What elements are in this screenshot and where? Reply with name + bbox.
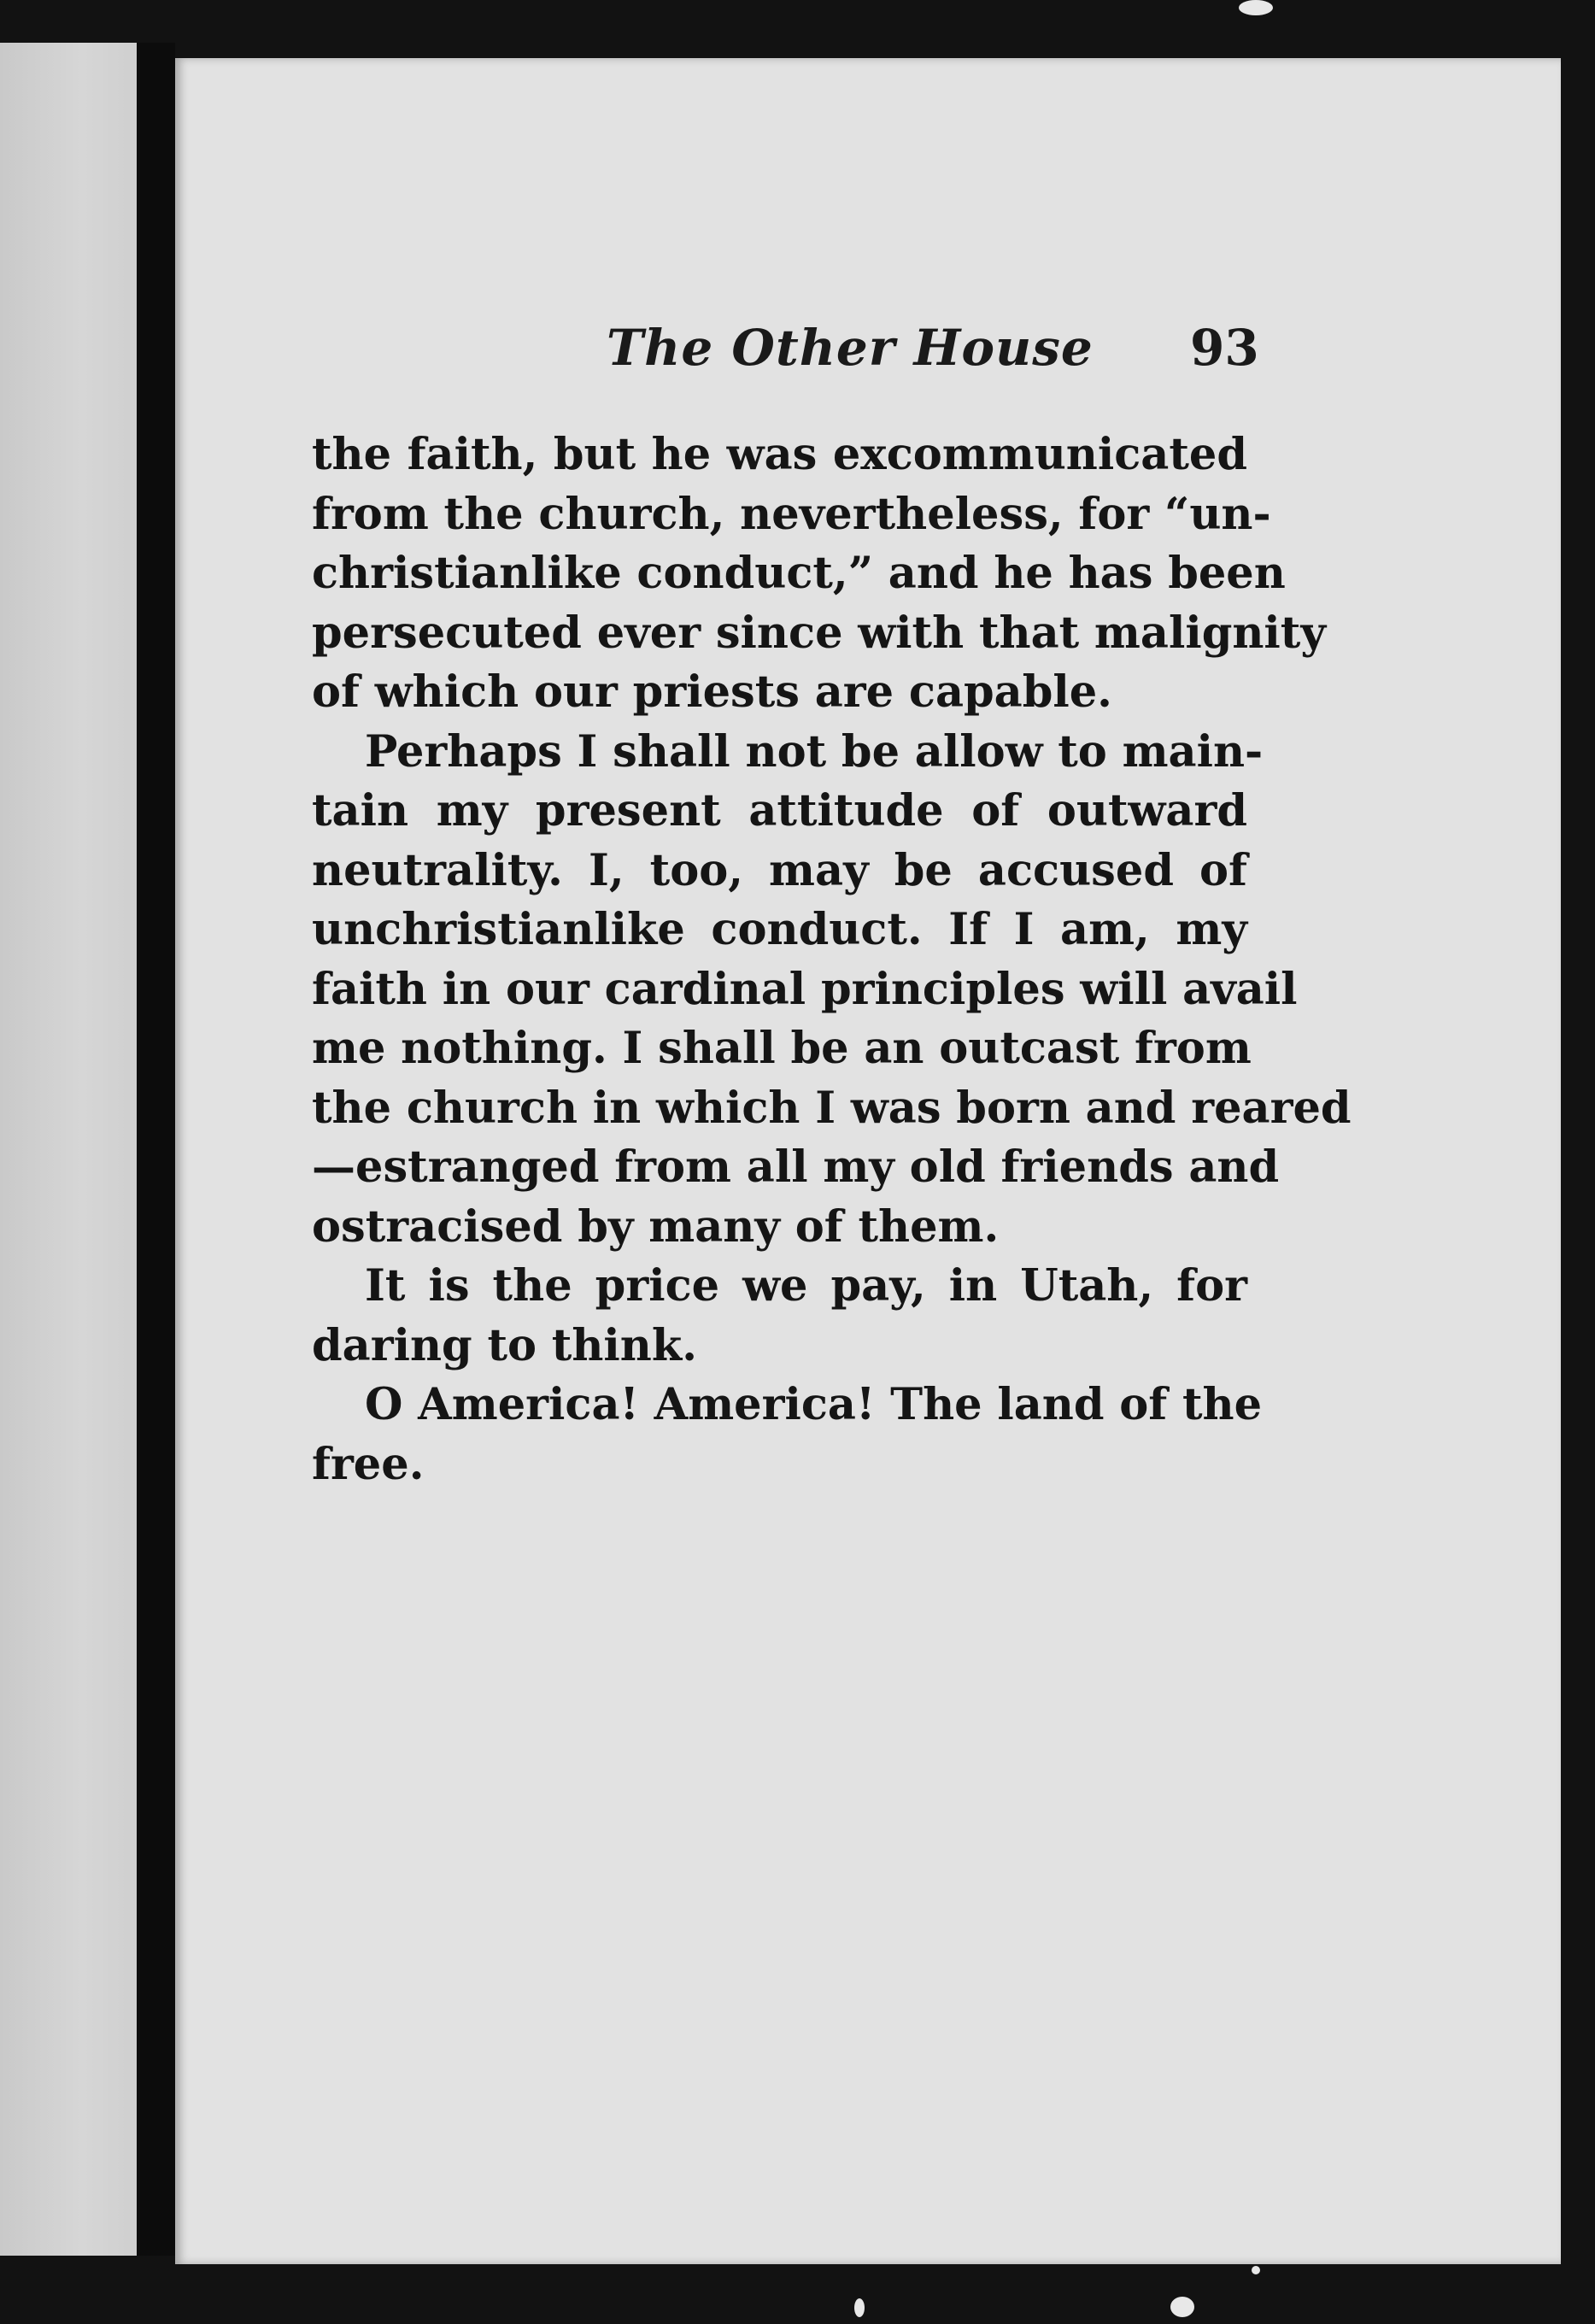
- text-line: of which our priests are capable.: [312, 666, 1112, 718]
- running-head: [175, 319, 1561, 387]
- scan-speck: [1239, 0, 1273, 15]
- book-gutter: [137, 43, 175, 2256]
- text-line: daring to think.: [312, 1319, 697, 1371]
- paragraph: [312, 1376, 1263, 1494]
- text-line: unchristianlike conduct. If I am, my: [312, 904, 1247, 955]
- text-line: persecuted ever since with that malignity: [312, 607, 1326, 659]
- page-number: 93: [1190, 319, 1259, 377]
- paragraph: [312, 723, 1352, 1258]
- text-line: tain my present attitude of outward: [312, 785, 1247, 836]
- previous-page-edge: [0, 43, 137, 2256]
- body-text: [312, 425, 1352, 1494]
- text-line: neutrality. I, too, may be accused of: [312, 844, 1247, 896]
- text-line: christianlike conduct,” and he has been: [312, 548, 1286, 599]
- running-title: The Other House: [607, 319, 1094, 377]
- scan-speck: [1170, 2297, 1194, 2317]
- text-line: from the church, nevertheless, for “un-: [312, 488, 1271, 540]
- text-line: Perhaps I shall not be allow to main-: [365, 725, 1264, 778]
- text-line: —estranged from all my old friends and: [312, 1141, 1280, 1193]
- scan-speck: [1252, 2266, 1260, 2274]
- text-line: faith in our cardinal principles will avail: [312, 963, 1298, 1015]
- text-line: the church in which I was born and reared: [312, 1082, 1352, 1134]
- paragraph: [312, 425, 1326, 723]
- scan-speck: [854, 2298, 865, 2317]
- text-line: It is the price we pay, in Utah, for: [365, 1260, 1247, 1312]
- text-line: me nothing. I shall be an outcast from: [312, 1023, 1252, 1074]
- text-line: ostracised by many of them.: [312, 1200, 1000, 1253]
- text-line: the faith, but he was excommunicated: [312, 429, 1247, 480]
- paragraph: [312, 1257, 1247, 1376]
- text-line: free.: [312, 1438, 425, 1490]
- book-page: [175, 58, 1561, 2264]
- text-line: O America! America! The land of the: [365, 1379, 1263, 1430]
